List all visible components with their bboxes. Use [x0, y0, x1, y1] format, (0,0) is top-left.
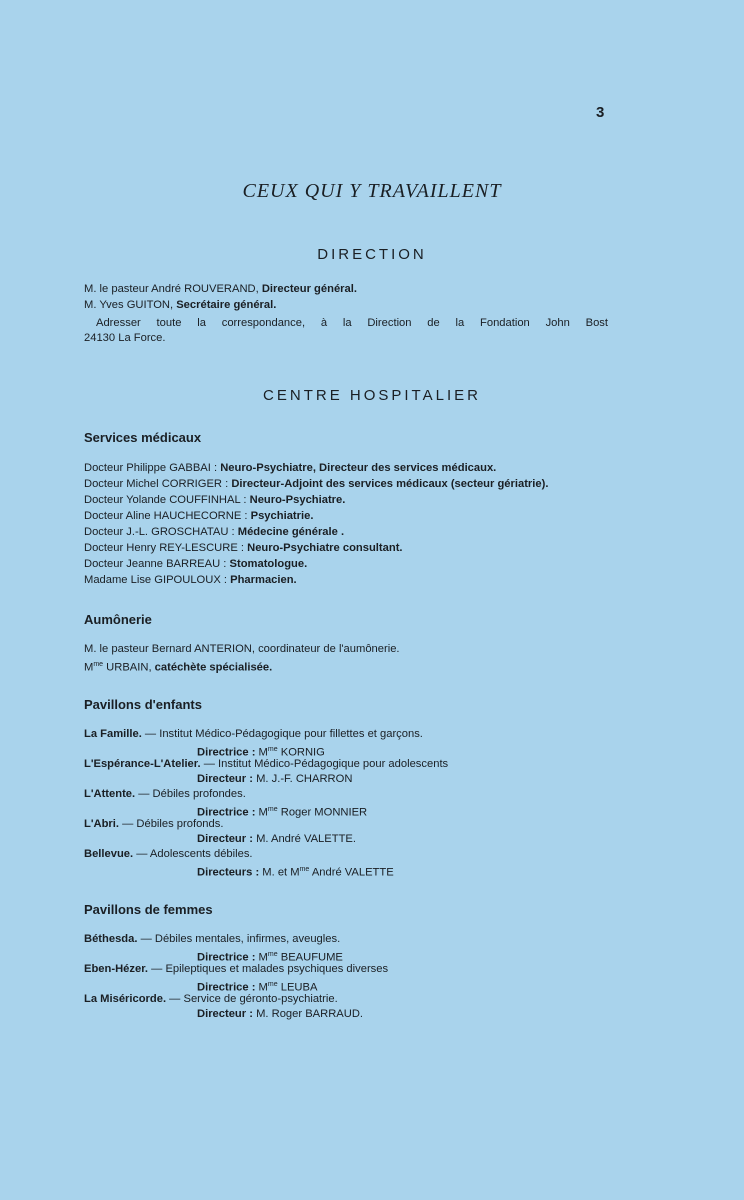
- director-role: Directeur général.: [261, 283, 357, 295]
- pavillon-name: L'Espérance-L'Atelier.: [84, 758, 201, 770]
- pavillon-director-name: LEUBA: [277, 981, 318, 994]
- pavillon-director-name-prefix: M. Roger BARRAUD.: [252, 1008, 364, 1020]
- page-title: CEUX QUI Y TRAVAILLENT: [242, 180, 502, 202]
- doctor-role: Directeur-Adjoint des services médicaux (secteur gériatrie).: [231, 478, 549, 490]
- pavillon-director-name: KORNIG: [277, 746, 325, 759]
- femmes-title: Pavillons de femmes: [84, 902, 213, 917]
- pavillon-director-role: Directrice :: [197, 806, 256, 819]
- service-line: [84, 541, 624, 556]
- aumonerie-name: URBAIN,: [103, 661, 155, 674]
- aumonerie-line-1: M. le pasteur Bernard ANTERION, coordinateur de l'aumônerie.: [84, 643, 400, 655]
- pavillon-name: Eben-Hézer.: [84, 963, 149, 975]
- pavillon-description: — Débiles mentales, infirmes, aveugles.: [137, 933, 341, 945]
- service-line: [84, 557, 624, 572]
- pavillon-line: [84, 757, 624, 772]
- services-title: Services médicaux: [84, 430, 202, 445]
- aumonerie-title-sup: me: [93, 661, 104, 668]
- pavillon-description: — Débiles profondes.: [135, 788, 246, 800]
- pavillon-line: [84, 992, 624, 1007]
- pavillon-name: L'Attente.: [84, 788, 136, 800]
- pavillon-director-line: [197, 1007, 363, 1022]
- pavillon-description: — Institut Médico-Pédagogique pour adolescents: [200, 758, 449, 770]
- pavillon-description: — Débiles profonds.: [118, 818, 224, 830]
- pavillon-description: — Institut Médico-Pédagogique pour fillettes et garçons.: [141, 728, 423, 740]
- pavillon-director-name-prefix: M: [255, 981, 268, 994]
- doctor-role: Stomatologue.: [229, 558, 308, 570]
- pavillon-director-role: Directeurs :: [197, 866, 260, 879]
- doctor-name: Docteur Yolande COUFFINHAL :: [84, 494, 250, 506]
- pavillon-name: L'Abri.: [84, 818, 119, 830]
- pavillon-director-title-sup: me: [267, 951, 278, 958]
- pavillon-director-role: Directeur :: [197, 833, 253, 845]
- pavillon-director-title-sup: me: [267, 981, 278, 988]
- pavillon-name: La Famille.: [84, 728, 142, 740]
- service-line: [84, 493, 624, 508]
- pavillon-director-role: Directeur :: [197, 1008, 253, 1020]
- pavillon-director-name: Roger MONNIER: [277, 806, 368, 819]
- pavillon-line: [84, 817, 624, 832]
- direction-line-1: [84, 282, 624, 297]
- page-number: 3: [596, 104, 605, 121]
- aumonerie-role: catéchète spécialisée.: [154, 661, 273, 674]
- pavillon-director-name: BEAUFUME: [277, 951, 343, 964]
- secretary-name: M. Yves GUITON,: [84, 299, 177, 311]
- enfants-title: Pavillons d'enfants: [84, 697, 202, 712]
- pavillon-name: Béthesda.: [84, 933, 138, 945]
- doctor-role: Pharmacien.: [230, 574, 297, 586]
- doctor-name: Docteur J.-L. GROSCHATAU :: [84, 526, 238, 538]
- pavillon-description: — Adolescents débiles.: [133, 848, 253, 860]
- address-line: 24130 La Force.: [84, 332, 166, 344]
- pavillon-director-role: Directrice :: [197, 951, 256, 964]
- pavillon-director-name-prefix: M: [255, 746, 268, 759]
- pavillon-line: [84, 727, 624, 742]
- pavillon-line: [84, 787, 624, 802]
- pavillon-director-name-prefix: M: [255, 806, 268, 819]
- aumonerie-title: Aumônerie: [84, 612, 152, 627]
- pavillon-line: [84, 847, 624, 862]
- pavillon-director-title-sup: me: [267, 746, 278, 753]
- doctor-name: Docteur Philippe GABBAI :: [84, 462, 221, 474]
- pavillon-director-line: [197, 772, 352, 787]
- pavillon-director-name-prefix: M. André VALETTE.: [252, 833, 356, 845]
- service-line: [84, 461, 624, 476]
- service-line: [84, 477, 624, 492]
- doctor-role: Médecine générale .: [237, 526, 345, 538]
- doctor-name: Docteur Aline HAUCHECORNE :: [84, 510, 251, 522]
- direction-line-2: [84, 298, 624, 313]
- pavillon-director-title-sup: me: [267, 806, 278, 813]
- pavillon-director-role: Directrice :: [197, 746, 256, 759]
- pavillon-description: — Service de géronto-psychiatrie.: [166, 993, 338, 1005]
- doctor-role: Neuro-Psychiatre, Directeur des services médicaux.: [220, 462, 497, 474]
- centre-heading: CENTRE HOSPITALIER: [263, 387, 481, 404]
- pavillon-line: [84, 932, 624, 947]
- pavillon-director-name: André VALETTE: [309, 866, 394, 879]
- doctor-role: Neuro-Psychiatre consultant.: [247, 542, 403, 554]
- service-line: [84, 525, 624, 540]
- director-name: M. le pasteur André ROUVERAND,: [84, 283, 262, 295]
- doctor-name: Docteur Henry REY-LESCURE :: [84, 542, 248, 554]
- pavillon-director-name-prefix: M: [255, 951, 268, 964]
- secretary-role: Secrétaire général.: [176, 299, 277, 311]
- service-line: [84, 509, 624, 524]
- pavillon-director-title-sup: me: [299, 866, 310, 873]
- doctor-name: Docteur Michel CORRIGER :: [84, 478, 232, 490]
- pavillon-director-name-prefix: M. et M: [259, 866, 300, 879]
- service-line: [84, 573, 624, 588]
- pavillon-director-role: Directeur :: [197, 773, 253, 785]
- pavillon-director-line: [197, 862, 394, 881]
- pavillon-name: La Miséricorde.: [84, 993, 167, 1005]
- pavillon-name: Bellevue.: [84, 848, 134, 860]
- pavillon-director-role: Directrice :: [197, 981, 256, 994]
- pavillon-line: [84, 962, 624, 977]
- doctor-name: Docteur Jeanne BARREAU :: [84, 558, 230, 570]
- correspondence-line: Adresser toute la correspondance, à la Direction de la Fondation John Bost: [96, 317, 608, 329]
- doctor-role: Neuro-Psychiatre.: [249, 494, 346, 506]
- aumonerie-line-2: [84, 657, 624, 676]
- doctor-role: Psychiatrie.: [250, 510, 314, 522]
- direction-heading: DIRECTION: [317, 246, 427, 263]
- pavillon-description: — Epileptiques et malades psychiques diverses: [148, 963, 389, 975]
- pavillon-director-line: [197, 832, 356, 847]
- pavillon-director-name-prefix: M. J.-F. CHARRON: [252, 773, 353, 785]
- doctor-name: Madame Lise GIPOULOUX :: [84, 574, 231, 586]
- aumonerie-title-prefix: M: [84, 661, 94, 674]
